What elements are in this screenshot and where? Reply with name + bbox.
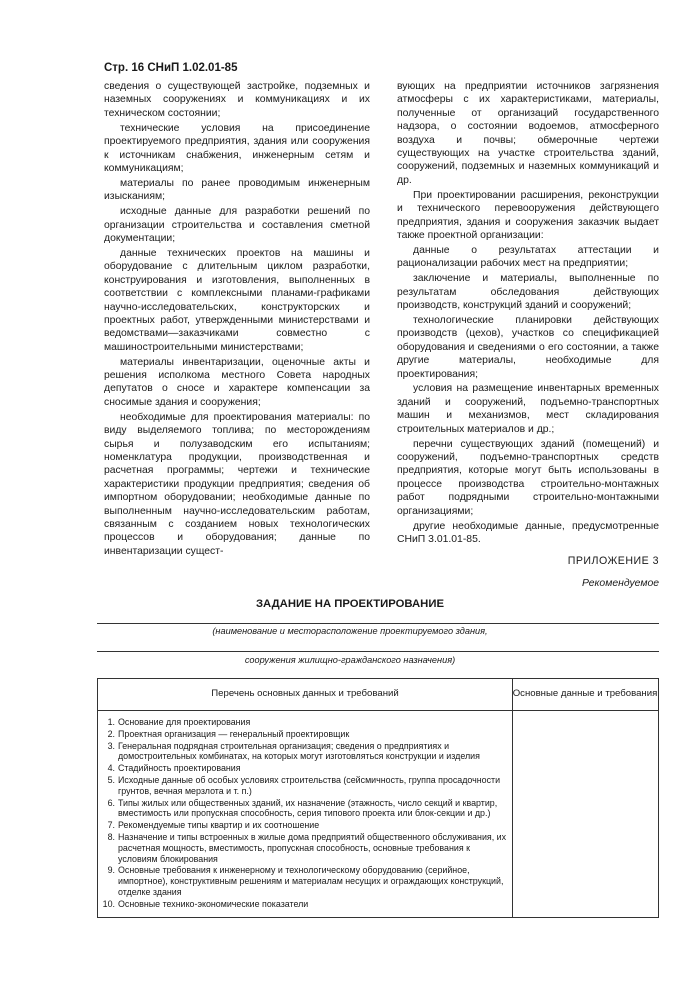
column-divider xyxy=(512,679,513,917)
row-text: Исходные данные об особых условиях строительства (сейсмичность, группа просадочности грунтов, вечная мерзлота и т. п.) xyxy=(118,774,501,796)
row-number: 10. xyxy=(102,898,115,909)
right-text-column xyxy=(397,80,659,548)
table-row xyxy=(100,820,512,831)
table-row xyxy=(100,741,512,763)
row-text: Основание для проектирования xyxy=(118,717,251,727)
form-title: ЗАДАНИЕ НА ПРОЕКТИРОВАНИЕ xyxy=(255,598,445,610)
requirements-list xyxy=(100,717,512,911)
row-number: 6. xyxy=(107,797,115,808)
paragraph: технологические планировки действующих производств (цехов), участков со спецификацией оборудования и сведениями о его состоянии, а также другие материалы, необходимые для проектирования; xyxy=(397,314,659,380)
row-number: 2. xyxy=(107,728,115,739)
table-row xyxy=(100,717,512,728)
row-number: 7. xyxy=(107,820,115,831)
paragraph: необходимые для проектирования материалы: по виду выделяемого топлива; по месторождениям сырья и полузаводским его испытаниям; номенклатура продукции, производственная и расчетная программы; чертежи и технические характеристики продукции предприятия; сведения об импортном оборудовании; необходимые данные по выполненным научно-исследовательским работам, связанным с созданием новых технологических процессов и оборудования; данные по инвентаризации сущест- xyxy=(104,411,370,557)
row-text: Рекомендуемые типы квартир и их соотношение xyxy=(118,820,320,831)
row-number: 8. xyxy=(107,831,115,842)
table-header-data: Основные данные и требования xyxy=(512,688,658,699)
paragraph: технические условия на присоединение проектируемого предприятия, здания или сооружения к источникам снабжения, инженерным сетям и коммуникациям; xyxy=(104,122,370,174)
paragraph: другие необходимые данные, предусмотренные СНиП 3.01.01-85. xyxy=(397,520,659,545)
fill-caption-1: (наименование и месторасположение проектируемого здания, xyxy=(212,626,488,636)
table-row xyxy=(100,832,512,864)
table-row xyxy=(100,763,512,774)
fill-caption-2: сооружения жилищно-гражданского назначения) xyxy=(244,655,456,665)
table-header-list: Перечень основных данных и требований xyxy=(211,688,399,699)
row-text: Стадийность проектирования xyxy=(118,763,241,774)
row-number: 1. xyxy=(107,717,115,727)
requirements-table xyxy=(97,678,659,918)
row-text: Основные требования к инженерному и технологическому оборудованию (серийное, импортное), конструктивным решениям и материалам несущих и ограждающих конструкций, отделке здания xyxy=(118,865,504,897)
row-number: 5. xyxy=(107,774,115,785)
row-text: Генеральная подрядная строительная организация; сведения о предприятиях и домостроительных комбинатах, на которых могут изготовляться конструкции и изделия xyxy=(118,740,480,762)
row-number: 3. xyxy=(107,740,115,751)
paragraph: условия на размещение инвентарных временных зданий и сооружений, подъемно-транспортных машин и механизмов, мест складирования строительных материалов и др.; xyxy=(397,383,659,435)
table-row xyxy=(100,899,512,910)
table-row xyxy=(100,798,512,820)
paragraph: материалы по ранее проводимым инженерным изысканиям; xyxy=(104,177,370,203)
row-text: Основные технико-экономические показатели xyxy=(118,898,309,909)
paragraph: вующих на предприятии источников загрязнения атмосферы с их характеристиками, материалы, полученные от организаций государственного надзора, о состоянии водоемов, атмосферного воздуха и почвы; обмерочные чертежи существующих на участке строительства зданий, сооружений, подземных и наземных коммуникаций и др. xyxy=(397,81,659,186)
header-divider xyxy=(98,710,658,711)
paragraph: сведения о существующей застройке, подземных и наземных сооружениях и коммуникациях и их техническом состоянии; xyxy=(104,81,370,119)
paragraph: материалы инвентаризации, оценочные акты и решения исполкома местного Совета народных депутатов о сносе и характере компенсации за сносимые здания и сооружения; xyxy=(104,356,370,408)
row-text: Проектная организация — генеральный проектировщик xyxy=(118,728,350,739)
fill-line-1 xyxy=(97,623,659,624)
left-text-column xyxy=(104,80,370,560)
row-text: Назначение и типы встроенных в жилые дома предприятий общественного обслуживания, их расчетная мощность, вместимость, пропускная способность, основные требования к условиям блокирования xyxy=(118,831,507,864)
table-row xyxy=(100,775,512,797)
row-text: Типы жилых или общественных зданий, их назначение (этажность, число секций и квартир, вместимость или пропускная способность, серия типового проекта или блок-секции и др.) xyxy=(118,797,498,819)
paragraph: заключение и материалы, выполненные по результатам обследования действующих производств, конструкций зданий и сооружений; xyxy=(397,273,659,311)
paragraph: данные технических проектов на машины и оборудование с длительным циклом разработки, конструирования и изготовления, выполненных в соответствии с комплексными планами-графиками научно-исследовательских, конструкторских и проектных работ, утвержденными министерствами и ведомствами—заказчиками совместно с машиностроительными министерствами; xyxy=(104,247,370,353)
appendix-label: ПРИЛОЖЕНИЕ 3 xyxy=(567,555,659,567)
paragraph: данные о результатах аттестации и рационализации рабочих мест на предприятии; xyxy=(397,244,659,270)
paragraph: исходные данные для разработки решений по организации строительства и составления сметной документации; xyxy=(104,206,370,244)
page-header: Стр. 16 СНиП 1.02.01-85 xyxy=(104,62,238,74)
appendix-status: Рекомендуемое xyxy=(581,578,659,589)
row-number: 4. xyxy=(107,763,115,774)
paragraph: При проектировании расширения, реконструкции и технического перевооружения действующего предприятия, здания и сооружения заказчик выдает также проектной организации: xyxy=(397,189,659,241)
table-row xyxy=(100,729,512,740)
fill-line-2 xyxy=(97,651,659,652)
table-row xyxy=(100,865,512,897)
row-number: 9. xyxy=(107,865,115,876)
paragraph: перечни существующих зданий (помещений) и сооружений, подъемно-транспортных средств предприятия, которые могут быть использованы в процессе производства строительно-монтажных работ подрядными строительно-монтажными организациями; xyxy=(397,438,659,517)
